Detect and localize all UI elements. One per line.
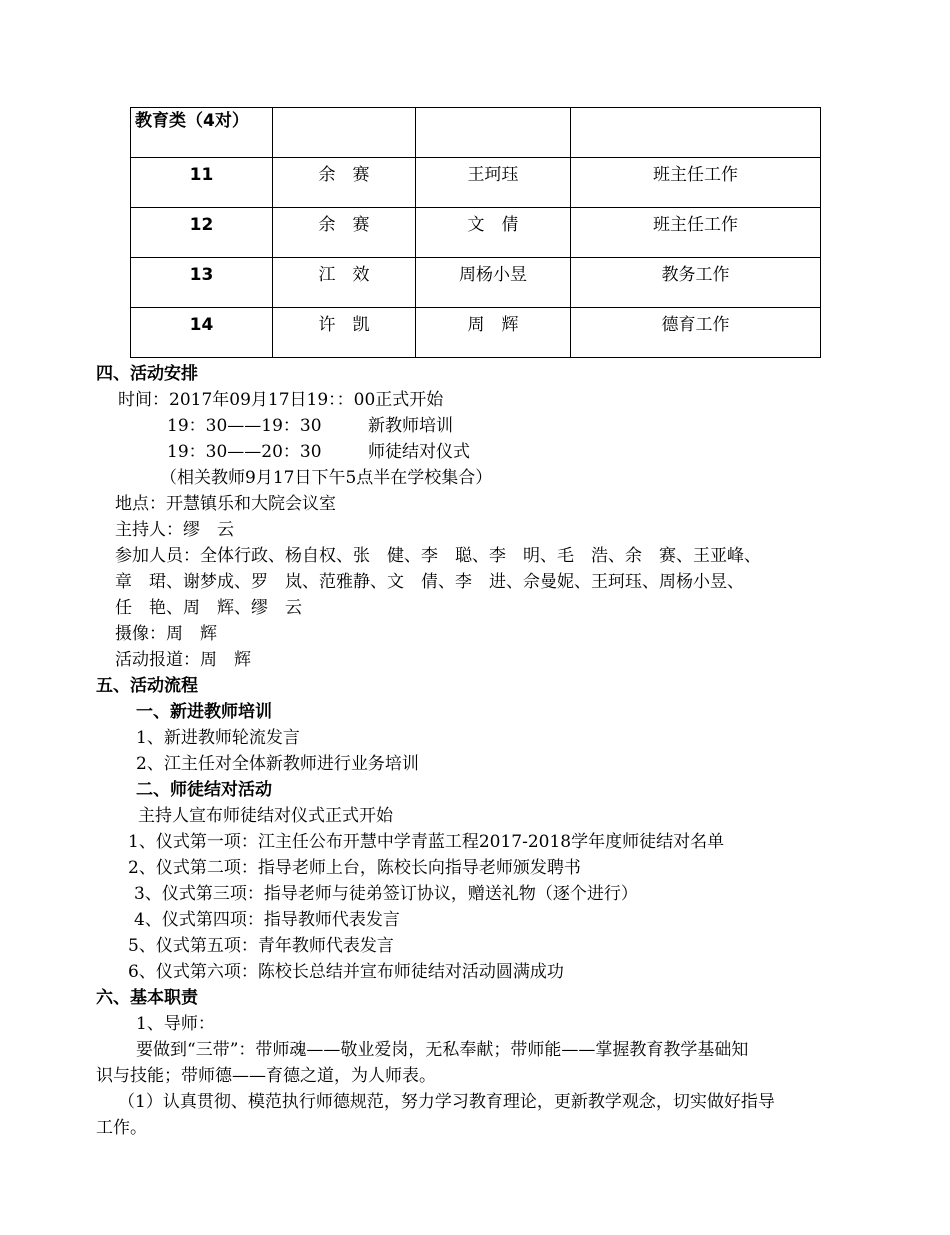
apprentice-name: 王珂珏 [467, 165, 519, 185]
pair-content: 教务工作 [661, 265, 730, 285]
apprentice-name: 周杨小昱 [459, 265, 527, 285]
apprentice-name: 周 辉 [467, 315, 519, 335]
duty-para-2-line-1: （1）认真贯彻、模范执行师德规范，努力学习教育理论，更新教学观念，切实做好指导 [118, 1092, 775, 1112]
participants-line-2: 章 珺、谢梦成、罗 岚、范雅静、文 倩、李 进、佘曼妮、王珂珏、周杨小昱、 [115, 572, 744, 592]
participants-line-3: 任 艳、周 辉、缪 云 [115, 598, 302, 618]
event-place: 地点：开慧镇乐和大院会议室 [115, 494, 336, 514]
section-heading-duties: 六、基本职责 [96, 988, 198, 1008]
schedule-slot-1-label: 新教师培训 [368, 416, 453, 436]
table-row [131, 158, 821, 208]
pair-content: 班主任工作 [653, 165, 738, 185]
category-label: 教育类（4对） [135, 111, 249, 131]
table-row [131, 108, 821, 158]
event-time: 时间：2017年09月17日19：：00正式开始 [118, 390, 444, 410]
ceremony-step-4: 4、仪式第四项：指导教师代表发言 [134, 910, 400, 930]
training-item-1: 1、新进教师轮流发言 [136, 728, 300, 748]
table-row [131, 258, 821, 308]
apprentice-name: 文 倩 [467, 215, 519, 235]
section-heading-arrangement: 四、活动安排 [96, 364, 198, 384]
mentor-name: 余 赛 [318, 165, 370, 185]
subheading-training: 一、新进教师培训 [136, 702, 272, 722]
subheading-pairing: 二、师徒结对活动 [136, 780, 272, 800]
ceremony-step-5: 5、仪式第五项：青年教师代表发言 [128, 936, 394, 956]
row-number: 12 [189, 215, 214, 235]
ceremony-step-1: 1、仪式第一项：江主任公布开慧中学青蓝工程2017-2018学年度师徒结对名单 [128, 832, 725, 852]
participants-line-1: 参加人员：全体行政、杨自权、张 健、李 聪、李 明、毛 浩、余 赛、王亚峰、 [115, 546, 761, 566]
table-row [131, 208, 821, 258]
event-host: 主持人：缪 云 [115, 520, 234, 540]
mentor-pair-table [130, 107, 821, 358]
schedule-slot-1-time: 19：30——19：30 [167, 416, 322, 436]
ceremony-step-2: 2、仪式第二项：指导老师上台，陈校长向指导老师颁发聘书 [128, 858, 581, 878]
ceremony-step-3: 3、仪式第三项：指导老师与徒弟签订协议，赠送礼物（逐个进行） [134, 884, 638, 904]
pair-content: 班主任工作 [653, 215, 738, 235]
assembly-note: （相关教师9月17日下午5点半在学校集合） [160, 468, 493, 488]
row-number: 14 [189, 315, 214, 335]
ceremony-announce: 主持人宣布师徒结对仪式正式开始 [138, 806, 393, 826]
pair-content: 德育工作 [661, 315, 730, 335]
duty-item-1: 1、导师： [136, 1014, 215, 1034]
duty-para-1-line-1: 要做到“三带”：带师魂——敬业爱岗，无私奉献；带师能——掌握教育教学基础知 [136, 1040, 749, 1060]
schedule-slot-2-label: 师徒结对仪式 [368, 442, 470, 462]
row-number: 13 [189, 265, 214, 285]
event-camera: 摄像：周 辉 [115, 624, 217, 644]
event-report: 活动报道：周 辉 [115, 650, 251, 670]
schedule-slot-2-time: 19：30——20：30 [167, 442, 322, 462]
mentor-name: 许 凯 [318, 315, 370, 335]
ceremony-step-6: 6、仪式第六项：陈校长总结并宣布师徒结对活动圆满成功 [128, 962, 564, 982]
duty-para-2-line-2: 工作。 [96, 1118, 147, 1138]
training-item-2: 2、江主任对全体新教师进行业务培训 [136, 754, 419, 774]
mentor-name: 江 效 [318, 265, 370, 285]
section-heading-process: 五、活动流程 [96, 676, 198, 696]
mentor-name: 余 赛 [318, 215, 370, 235]
row-number: 11 [189, 165, 214, 185]
duty-para-1-line-2: 识与技能；带师德——育德之道，为人师表。 [96, 1066, 436, 1086]
table-row [131, 308, 821, 358]
